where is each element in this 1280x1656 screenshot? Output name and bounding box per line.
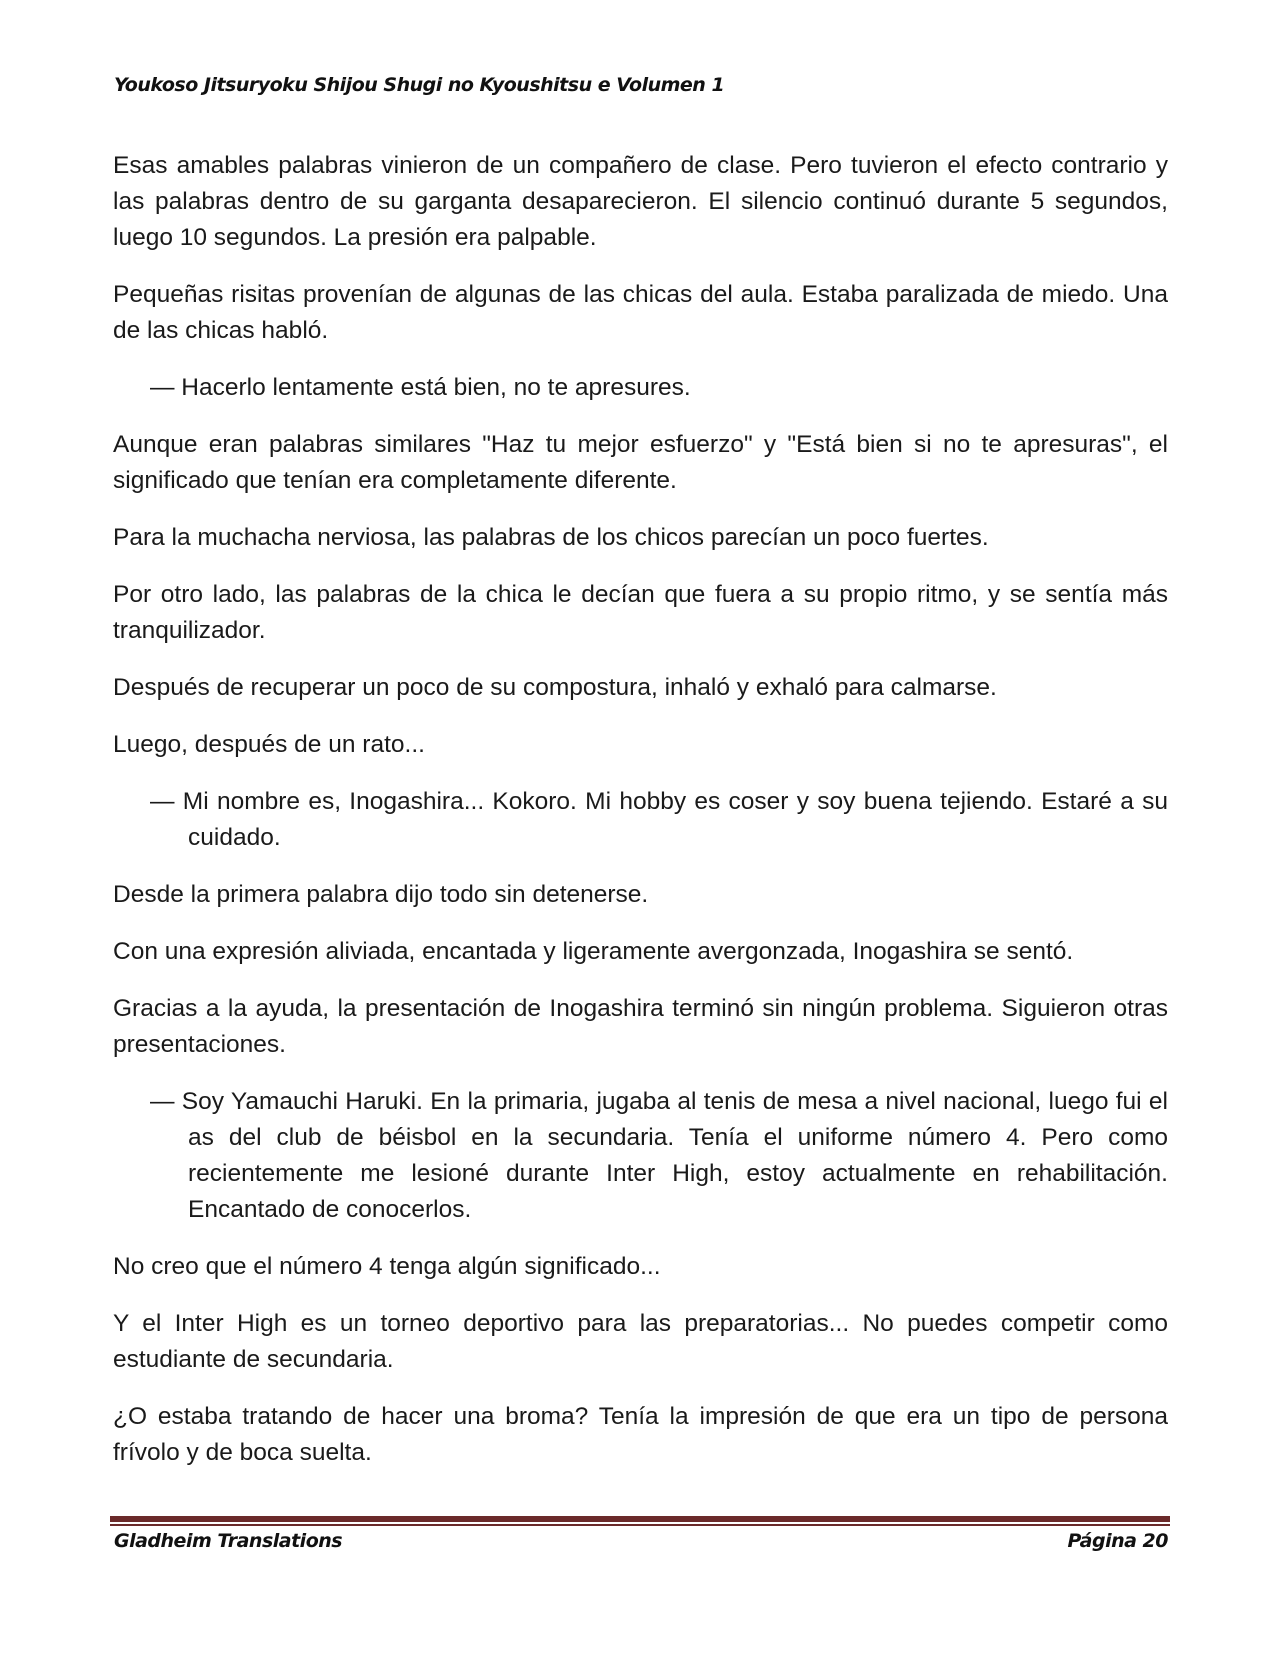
page-number: Página 20	[1067, 1530, 1168, 1552]
paragraph: Y el Inter High es un torneo deportivo para las preparatorias... No puedes competir como estudiante de secundaria.	[113, 1310, 1168, 1373]
dialog-line: — Mi nombre es, Inogashira... Kokoro. Mi hobby es coser y soy buena tejiendo. Estaré a su cuidado.	[150, 788, 1168, 851]
running-header: Youkoso Jitsuryoku Shijou Shugi no Kyoushitsu e Volumen 1	[114, 74, 725, 96]
paragraph: Pequeñas risitas provenían de algunas de las chicas del aula. Estaba paralizada de miedo. Una de las chicas habló.	[113, 281, 1168, 344]
footer-publisher: Gladheim Translations	[114, 1530, 343, 1552]
paragraph: Luego, después de un rato...	[113, 731, 425, 758]
paragraph: Por otro lado, las palabras de la chica le decían que fuera a su propio ritmo, y se sentía más tranquilizador.	[113, 581, 1168, 644]
divider-thick-line	[110, 1516, 1170, 1522]
paragraph: Aunque eran palabras similares "Haz tu mejor esfuerzo" y "Está bien si no te apresuras", el significado que tenían era completamente diferente.	[113, 431, 1168, 494]
paragraph: ¿O estaba tratando de hacer una broma? Tenía la impresión de que era un tipo de persona frívolo y de boca suelta.	[113, 1403, 1168, 1466]
paragraph: Con una expresión aliviada, encantada y ligeramente avergonzada, Inogashira se sentó.	[113, 938, 1074, 965]
divider-thin-line	[110, 1524, 1170, 1526]
dialog-line: — Soy Yamauchi Haruki. En la primaria, jugaba al tenis de mesa a nivel nacional, luego fui el as del club de béisbol en la secundaria. Tenía el uniforme número 4. Pero como recientemente me lesioné durante Inter High, estoy actualmente en rehabilitación. Encantado de conocerlos.	[150, 1088, 1168, 1223]
paragraph: Gracias a la ayuda, la presentación de Inogashira terminó sin ningún problema. Siguieron otras presentaciones.	[113, 995, 1168, 1058]
paragraph: Esas amables palabras vinieron de un compañero de clase. Pero tuvieron el efecto contrario y las palabras dentro de su garganta desaparecieron. El silencio continuó durante 5 segundos, luego 10 segundos. La presión era palpable.	[113, 152, 1168, 251]
page-body	[113, 148, 1168, 1492]
footer-divider	[110, 1516, 1170, 1526]
paragraph: Desde la primera palabra dijo todo sin detenerse.	[113, 881, 649, 908]
paragraph: No creo que el número 4 tenga algún significado...	[113, 1253, 661, 1280]
paragraph: Para la muchacha nerviosa, las palabras de los chicos parecían un poco fuertes.	[113, 524, 989, 551]
dialog-line: — Hacerlo lentamente está bien, no te apresures.	[150, 374, 691, 401]
paragraph: Después de recuperar un poco de su compostura, inhaló y exhaló para calmarse.	[113, 674, 997, 701]
running-footer	[114, 1530, 1168, 1552]
